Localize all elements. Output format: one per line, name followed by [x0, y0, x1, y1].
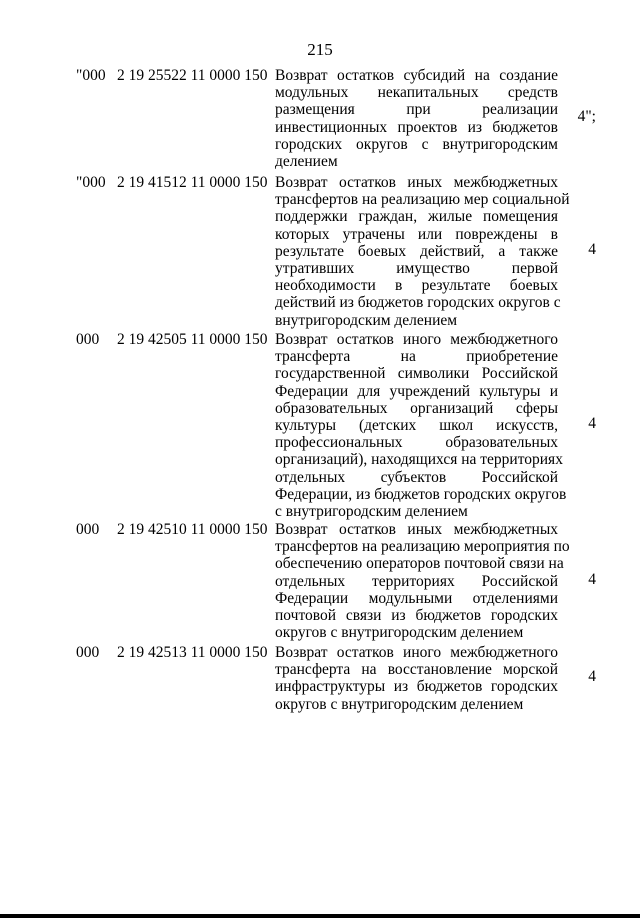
scan-edge-line — [0, 914, 640, 918]
description-line: трансферта на приобретение — [275, 348, 558, 366]
description-line: Возврат остатков иного межбюджетного — [275, 331, 558, 348]
budget-code: 2 19 42510 11 0000 150 — [117, 521, 268, 538]
description-line: Федерации, из бюджетов городских округов — [275, 485, 567, 503]
description-line: с внутригородским делением — [275, 502, 468, 520]
admin-code: 000 — [76, 521, 100, 538]
budget-code: 2 19 42505 11 0000 150 — [117, 331, 268, 348]
budget-code: 2 19 41512 11 0000 150 — [117, 174, 268, 191]
appendix-number: 4 — [588, 571, 596, 588]
description-line: делением — [275, 152, 338, 170]
budget-code: 2 19 25522 11 0000 150 — [117, 67, 268, 84]
description-line: отдельных территориях Российской — [275, 572, 558, 590]
description-line: трансфертов на реализацию мер социальной — [275, 191, 570, 209]
description-line: Возврат остатков субсидий на создание — [275, 67, 558, 84]
appendix-number: 4 — [588, 241, 596, 258]
admin-code: 000 — [76, 331, 100, 348]
row-description — [275, 644, 558, 713]
description-line: необходимости в результате боевых — [275, 277, 558, 295]
description-line: которых утрачены или повреждены в — [275, 225, 558, 243]
row-description — [275, 331, 567, 520]
page-number: 215 — [307, 40, 333, 59]
description-line: государственной символики Российской — [275, 365, 558, 383]
description-line: городских округов с внутригородским — [275, 135, 558, 153]
description-line: образовательных организаций сферы — [275, 399, 558, 417]
description-line: Возврат остатков иного межбюджетного — [275, 644, 558, 661]
description-line: Федерации для учреждений культуры и — [275, 382, 558, 400]
description-line: Возврат остатков иных межбюджетных — [275, 174, 558, 191]
description-line: организаций), находящихся на территориях — [275, 451, 563, 469]
row-description — [275, 521, 570, 642]
description-line: обеспечению операторов почтовой связи на — [275, 555, 564, 573]
admin-code: 000 — [76, 644, 100, 661]
description-line: инфраструктуры из бюджетов городских — [275, 678, 558, 696]
description-line: результате боевых действий, а также — [275, 242, 558, 260]
row-description — [275, 67, 558, 170]
admin-code: "000 — [76, 174, 106, 191]
description-line: трансферта на восстановление морской — [275, 661, 558, 679]
description-line: модульных некапитальных средств — [275, 84, 558, 102]
description-line: профессиональных образовательных — [275, 434, 558, 452]
appendix-number: 4 — [588, 668, 596, 685]
description-line: почтовой связи из бюджетов городских — [275, 606, 558, 624]
description-line: действий из бюджетов городских округов с — [275, 294, 561, 312]
admin-code: "000 — [76, 67, 106, 84]
description-line: размещения при реализации — [275, 101, 558, 119]
description-line: поддержки граждан, жилые помещения — [275, 208, 558, 226]
description-line: культуры (детских школ искусств, — [275, 416, 558, 434]
description-line: внутригородским делением — [275, 311, 458, 329]
description-line: округов с внутригородским делением — [275, 624, 524, 642]
description-line: Федерации модульными отделениями — [275, 589, 558, 607]
description-line: инвестиционных проектов из бюджетов — [275, 118, 558, 136]
description-line: Возврат остатков иных межбюджетных — [275, 521, 558, 538]
row-description — [275, 174, 570, 329]
description-line: трансфертов на реализацию мероприятия по — [275, 538, 570, 556]
description-line: отдельных субъектов Российской — [275, 468, 558, 486]
description-line: утративших имущество первой — [275, 259, 558, 277]
description-line: округов с внутригородским делением — [275, 695, 524, 713]
appendix-number: 4 — [588, 415, 596, 432]
appendix-number: 4"; — [577, 108, 596, 125]
budget-code: 2 19 42513 11 0000 150 — [117, 644, 268, 661]
